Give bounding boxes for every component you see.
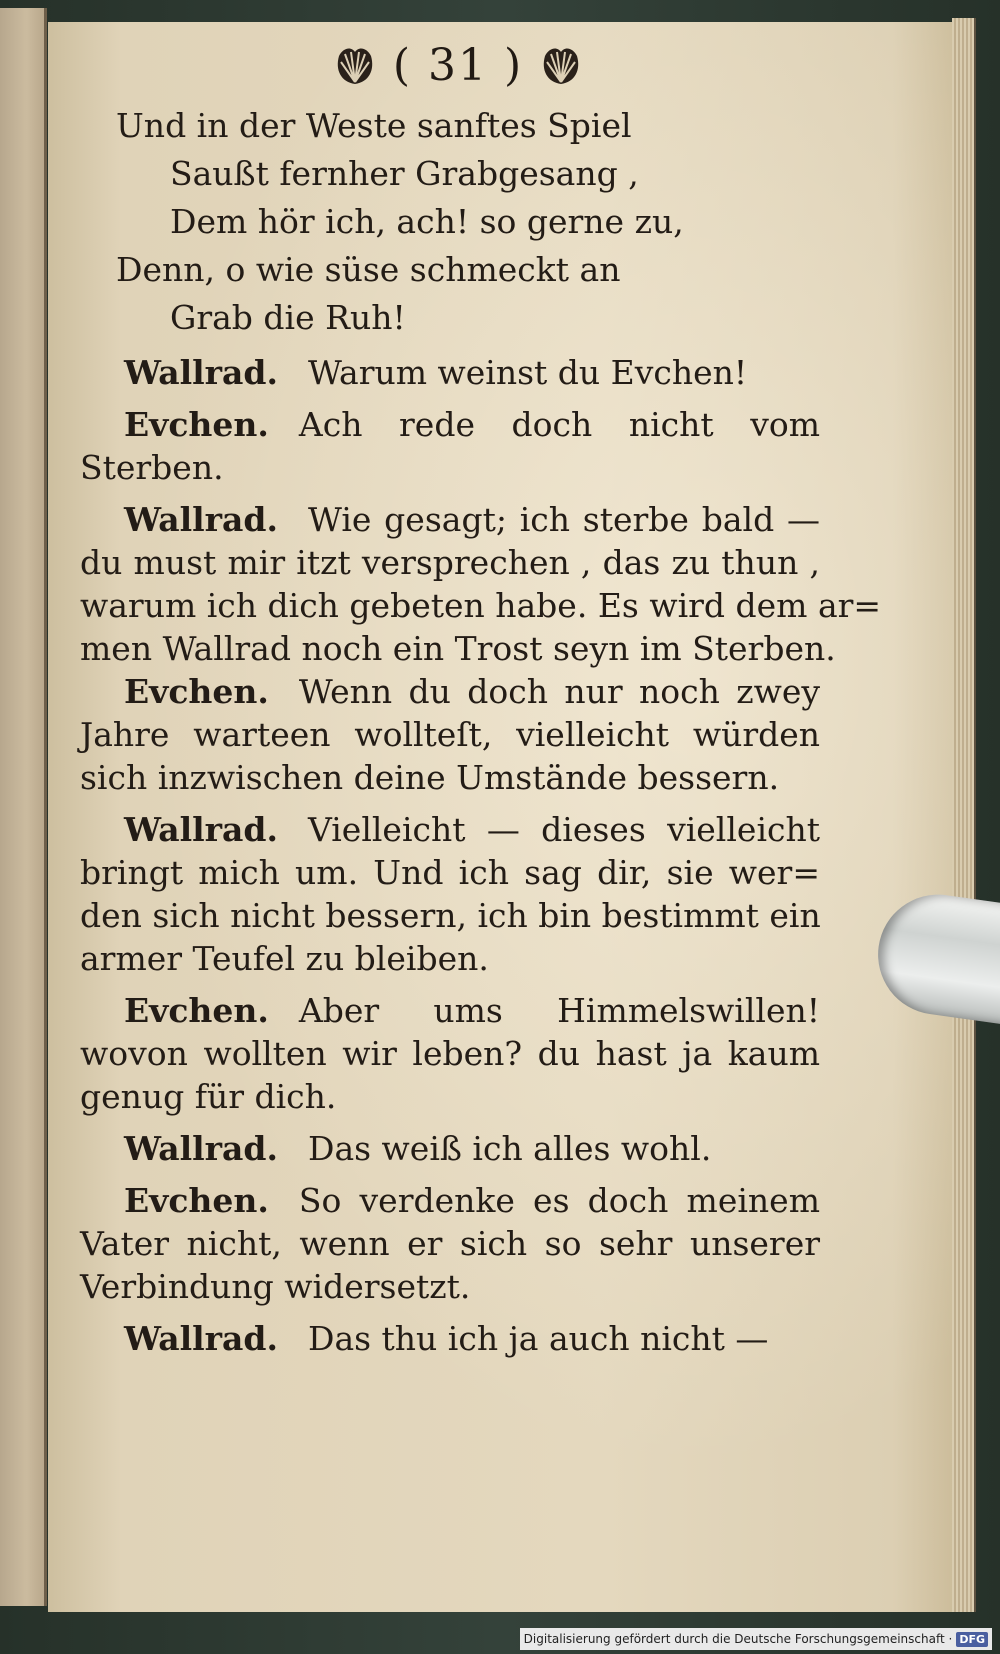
dialogue-entry — [80, 403, 820, 489]
dialogue-line: Jahre warteen wollteſt, vielleicht würden — [80, 715, 820, 754]
shell-ornament-left-icon — [331, 42, 379, 88]
previous-page-edge — [0, 8, 47, 1606]
dialogue-line: Das thu ich ja auch nicht — — [307, 1319, 769, 1358]
dialogue-line: Warum weinst du Evchen! — [307, 353, 748, 392]
dialogue-entry — [80, 808, 820, 980]
dialogue-line: genug für dich. — [80, 1077, 337, 1116]
speaker-name: Wallrad. — [124, 1319, 278, 1358]
dialogue-line: Ach rede doch nicht vom — [298, 405, 820, 444]
verse-line: Saußt fernher Grabgesang , — [170, 154, 639, 193]
verse-line: Grab die Ruh! — [170, 298, 406, 337]
dialogue-line: Verbindung widersetzt. — [80, 1267, 471, 1306]
speaker-name: Wallrad. — [124, 353, 278, 392]
verse-line: Dem hör ich, ach! so gerne zu, — [170, 202, 684, 241]
page-header — [308, 30, 608, 100]
dialogue-line: Wie gesagt; ich sterbe bald — — [307, 500, 820, 539]
footer-credit: Digitalisierung gefördert durch die Deutsche Forschungsgemeinschaft · — [523, 1632, 953, 1646]
digitization-footer — [520, 1628, 992, 1650]
dialogue-entry — [80, 498, 882, 670]
page-text — [80, 102, 882, 1360]
speaker-name: Wallrad. — [124, 500, 278, 539]
dialogue-line: Vater nicht, wenn er sich so sehr unserer — [80, 1224, 820, 1263]
dialogue-entry — [80, 1317, 820, 1360]
dialogue-line: men Wallrad noch ein Trost seyn im Sterben. — [80, 629, 836, 668]
dialogue-entry — [80, 1179, 820, 1308]
speaker-name: Wallrad. — [124, 1129, 278, 1168]
dialogue-line: den sich nicht bessern, ich bin bestimmt ein — [80, 896, 821, 935]
dialogue-line: So verdenke es doch meinem — [298, 1181, 820, 1220]
speaker-name: Evchen. — [124, 1181, 269, 1220]
speaker-name: Wallrad. — [124, 810, 278, 849]
speaker-name: Evchen. — [124, 405, 269, 444]
dialogue-line: Wenn du doch nur noch zwey — [298, 672, 820, 711]
page-block-edge — [952, 18, 976, 1612]
dialogue-line: warum ich dich gebeten habe. Es wird dem ar= — [80, 586, 882, 625]
speaker-name: Evchen. — [124, 991, 269, 1030]
verse-block — [80, 102, 820, 342]
verse-line: Und in der Weste sanftes Spiel — [116, 106, 632, 145]
page-number: ( 31 ) — [392, 39, 524, 91]
shell-ornament-right-icon — [537, 42, 585, 88]
dialogue-line: Das weiß ich alles wohl. — [307, 1129, 712, 1168]
dialogue-line: armer Teufel zu bleiben. — [80, 939, 489, 978]
dialogue-line: Aber ums Himmelswillen! — [298, 991, 820, 1030]
dfg-logo-icon: DFG — [956, 1632, 988, 1647]
dialogue-entry — [80, 989, 820, 1118]
dialogue-line: sich inzwischen deine Umstände bessern. — [80, 758, 780, 797]
dialogue-line: Sterben. — [80, 448, 224, 487]
dialogue-entry — [80, 1127, 820, 1170]
verse-line: Denn, o wie süse schmeckt an — [116, 250, 621, 289]
dialogue-line: bringt mich um. Und ich sag dir, sie wer= — [80, 853, 820, 892]
speaker-name: Evchen. — [124, 672, 269, 711]
dialogue-line: du must mir itzt versprechen , das zu thun , — [80, 543, 820, 582]
dialogue-line: wovon wollten wir leben? du hast ja kaum — [80, 1034, 820, 1073]
dialogue-entry — [80, 351, 820, 394]
dialogue-line: Vielleicht — dieses vielleicht — [307, 810, 820, 849]
dialogue-entry — [80, 670, 820, 799]
